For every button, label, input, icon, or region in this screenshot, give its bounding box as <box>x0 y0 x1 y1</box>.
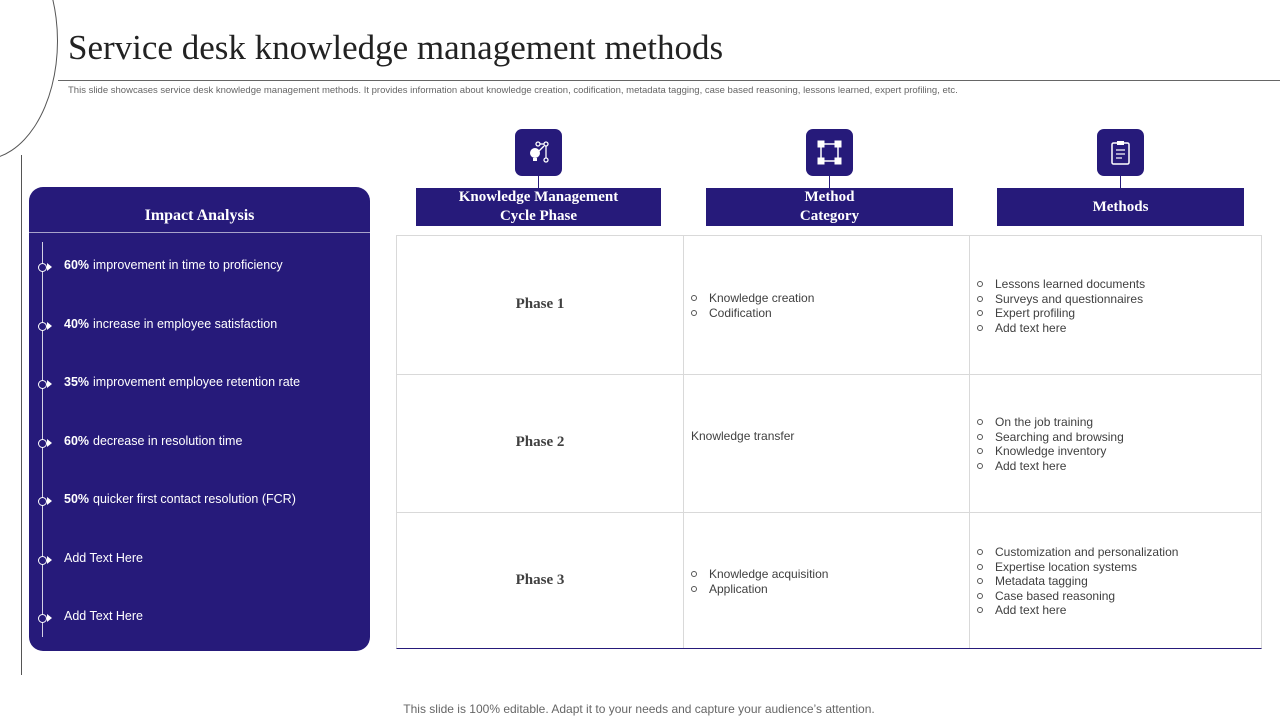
icon-connector <box>538 176 539 188</box>
impact-value: 60% <box>64 258 90 272</box>
impact-value: 60% <box>64 434 90 448</box>
impact-value: 40% <box>64 317 90 331</box>
arrow-right-icon <box>47 322 52 330</box>
footer-note[interactable]: This slide is 100% editable. Adapt it to your needs and capture your audience’s attention. <box>403 702 875 716</box>
impact-item-text[interactable] <box>64 258 283 272</box>
impact-description: improvement in time to proficiency <box>93 258 283 272</box>
impact-description: Add Text Here <box>64 551 143 565</box>
slide-title[interactable]: Service desk knowledge management methods <box>68 28 724 67</box>
timeline-dot-icon <box>38 380 47 389</box>
impact-value: 35% <box>64 375 90 389</box>
list-item[interactable]: Add text here <box>977 603 1178 618</box>
circle-bullet-icon <box>977 549 983 555</box>
header-cycle-phase[interactable]: Knowledge Management Cycle Phase <box>416 188 661 226</box>
circle-bullet-icon <box>977 310 983 316</box>
list-item[interactable]: Codification <box>691 306 814 321</box>
column-divider <box>969 236 970 648</box>
arrow-right-icon <box>47 263 52 271</box>
circle-bullet-icon <box>977 448 983 454</box>
circle-bullet-icon <box>691 295 697 301</box>
impact-value: 50% <box>64 492 90 506</box>
timeline-dot-icon <box>38 614 47 623</box>
impact-item-text[interactable] <box>64 434 242 448</box>
list-item[interactable]: Knowledge inventory <box>977 444 1124 459</box>
impact-description: quicker first contact resolution (FCR) <box>93 492 296 506</box>
circle-bullet-icon <box>977 296 983 302</box>
circle-bullet-icon <box>977 593 983 599</box>
methods-list <box>977 545 1178 618</box>
phase-label[interactable]: Phase 3 <box>515 572 565 588</box>
lightbulb-network-icon <box>515 129 562 176</box>
header-method-category[interactable]: Method Category <box>706 188 953 226</box>
arrow-right-icon <box>47 497 52 505</box>
impact-item <box>29 434 370 454</box>
impact-item <box>29 258 370 278</box>
icon-connector <box>829 176 830 188</box>
methods-list <box>977 415 1124 473</box>
decorative-arc <box>0 0 58 160</box>
arrow-right-icon <box>47 439 52 447</box>
impact-analysis-panel <box>29 187 370 651</box>
circle-bullet-icon <box>977 564 983 570</box>
list-item[interactable]: Searching and browsing <box>977 430 1124 445</box>
methods-table <box>396 235 1262 649</box>
impact-item-text[interactable] <box>64 375 300 389</box>
list-item[interactable]: Application <box>691 582 828 597</box>
list-item[interactable]: Lessons learned documents <box>977 277 1145 292</box>
circle-bullet-icon <box>691 571 697 577</box>
circle-bullet-icon <box>977 578 983 584</box>
category-text[interactable]: Knowledge transfer <box>691 429 795 443</box>
list-item[interactable]: Add text here <box>977 321 1145 336</box>
impact-item <box>29 492 370 512</box>
impact-item-text[interactable] <box>64 317 277 331</box>
list-item[interactable]: Knowledge acquisition <box>691 567 828 582</box>
timeline-dot-icon <box>38 439 47 448</box>
impact-item <box>29 609 370 629</box>
impact-description: increase in employee satisfaction <box>93 317 278 331</box>
impact-item <box>29 317 370 337</box>
impact-item <box>29 551 370 571</box>
list-item[interactable]: Surveys and questionnaires <box>977 292 1145 307</box>
list-item[interactable]: Metadata tagging <box>977 574 1178 589</box>
list-item[interactable]: On the job training <box>977 415 1124 430</box>
timeline-dot-icon <box>38 497 47 506</box>
impact-item-text[interactable] <box>64 492 296 506</box>
circle-bullet-icon <box>977 325 983 331</box>
title-divider <box>58 80 1280 81</box>
decorative-vertical-line <box>21 155 22 675</box>
slide-subtitle[interactable]: This slide showcases service desk knowledge management methods. It provides information about knowledge creation, codification, metadata tagging, case based reasoning, lessons learned, expert profiling, etc. <box>68 85 958 96</box>
arrow-right-icon <box>47 380 52 388</box>
timeline-dot-icon <box>38 556 47 565</box>
impact-item <box>29 375 370 395</box>
list-item[interactable]: Customization and personalization <box>977 545 1178 560</box>
row-divider <box>397 374 1261 375</box>
methods-list <box>977 277 1145 335</box>
nodes-square-icon <box>806 129 853 176</box>
impact-analysis-title[interactable]: Impact Analysis <box>144 207 255 224</box>
category-list <box>691 567 828 596</box>
arrow-right-icon <box>47 556 52 564</box>
impact-item-text[interactable] <box>64 551 143 565</box>
circle-bullet-icon <box>977 419 983 425</box>
list-item[interactable]: Case based reasoning <box>977 589 1178 604</box>
circle-bullet-icon <box>691 310 697 316</box>
circle-bullet-icon <box>977 463 983 469</box>
circle-bullet-icon <box>977 434 983 440</box>
circle-bullet-icon <box>977 607 983 613</box>
arrow-right-icon <box>47 614 52 622</box>
category-list <box>691 291 814 320</box>
impact-title-divider <box>29 232 370 233</box>
column-divider <box>683 236 684 648</box>
icon-connector <box>1120 176 1121 188</box>
row-divider <box>397 512 1261 513</box>
phase-label[interactable]: Phase 1 <box>515 296 565 312</box>
clipboard-icon <box>1097 129 1144 176</box>
phase-label[interactable]: Phase 2 <box>515 434 565 450</box>
list-item[interactable]: Expert profiling <box>977 306 1145 321</box>
impact-item-text[interactable] <box>64 609 143 623</box>
timeline-dot-icon <box>38 263 47 272</box>
impact-description: improvement employee retention rate <box>93 375 301 389</box>
circle-bullet-icon <box>977 281 983 287</box>
list-item[interactable]: Knowledge creation <box>691 291 814 306</box>
impact-description: decrease in resolution time <box>93 434 243 448</box>
impact-description: Add Text Here <box>64 609 143 623</box>
circle-bullet-icon <box>691 586 697 592</box>
list-item[interactable]: Add text here <box>977 459 1124 474</box>
header-methods[interactable]: Methods <box>997 188 1244 226</box>
timeline-dot-icon <box>38 322 47 331</box>
list-item[interactable]: Expertise location systems <box>977 560 1178 575</box>
